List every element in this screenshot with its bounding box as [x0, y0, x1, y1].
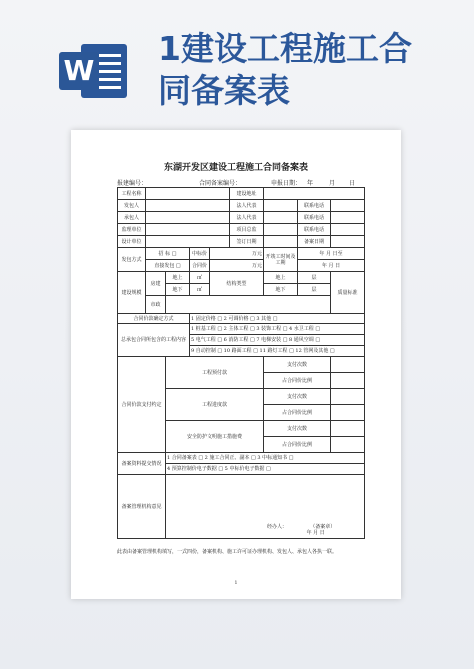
- input-cell[interactable]: [331, 405, 365, 421]
- document-title-line2: 同备案表: [158, 71, 290, 110]
- cell-label: 层: [298, 284, 331, 296]
- cell-label: 合同价款支付约定: [118, 357, 166, 453]
- cell-label: 备案资料提交情况: [118, 453, 166, 475]
- cell-label: 工程名称: [118, 188, 146, 200]
- contract-filing-number-label: 合同备案编号：: [199, 180, 242, 187]
- cell-label: 地上: [166, 272, 190, 284]
- input-cell[interactable]: [331, 224, 365, 236]
- cell-label: 合同价款确定方式: [118, 314, 190, 324]
- cell-label: 承包人: [118, 212, 146, 224]
- input-cell[interactable]: [331, 421, 365, 437]
- docs-options-row[interactable]: 4 预算控制价电子数据 □ 5 中标价电子数据 □: [166, 464, 365, 475]
- word-icon-letter: W: [59, 52, 99, 90]
- document-preview[interactable]: [71, 130, 401, 599]
- cell-label: 联系电话: [298, 200, 331, 212]
- page-number: 1: [234, 580, 238, 586]
- document-title-line1: 1建设工程施工合: [158, 29, 412, 68]
- table-row: [118, 188, 365, 200]
- cell-label: 地下: [166, 284, 190, 296]
- input-cell[interactable]: [264, 188, 365, 200]
- table-row: [118, 260, 365, 272]
- table-row: [118, 357, 365, 373]
- report-date-month: 月: [329, 180, 336, 187]
- cell-label: 发包方式: [118, 248, 146, 272]
- table-row: [118, 200, 365, 212]
- word-icon-lines: [99, 54, 121, 94]
- input-cell[interactable]: [264, 212, 298, 224]
- cell-label: 法人代表: [230, 200, 264, 212]
- word-icon: [59, 38, 129, 104]
- input-cell[interactable]: [331, 212, 365, 224]
- checkbox-icon[interactable]: □: [174, 262, 181, 269]
- cell-label: 建设地址: [230, 188, 264, 200]
- cell-label: 支付次数: [264, 421, 331, 437]
- input-cell[interactable]: [146, 236, 230, 248]
- cell-label: 发包人: [118, 200, 146, 212]
- cell-label: 房建: [146, 272, 166, 296]
- input-cell[interactable]: [331, 389, 365, 405]
- opinion-date: 年 月 日: [306, 530, 325, 536]
- report-date-label: 申报日期：: [271, 180, 302, 187]
- cell-label: 层: [298, 272, 331, 284]
- checkbox-icon[interactable]: □: [170, 250, 177, 257]
- input-cell[interactable]: [146, 188, 230, 200]
- cell-label: 年 月 日至: [298, 248, 365, 260]
- opinion-signoff: [167, 524, 363, 538]
- cell-label: 联系电话: [298, 212, 331, 224]
- input-cell[interactable]: [331, 236, 365, 248]
- docs-options-row[interactable]: 1 合同备案表 □ 2 施工合同正、副本 □ 3 中标通知书 □: [166, 453, 365, 464]
- cell-label: 占合同价比例: [264, 405, 331, 421]
- cell-label: 工程进度款: [166, 389, 264, 421]
- pricing-options[interactable]: 1 固定价格 □ 2 可调价格 □ 3 其他 □: [190, 314, 365, 324]
- cell-label: 支付次数: [264, 357, 331, 373]
- checkbox-cell[interactable]: 直接发包 □: [146, 260, 190, 272]
- cell-label: 监理单位: [118, 224, 146, 236]
- opinion-area[interactable]: [166, 475, 365, 539]
- cell-label: 工程预付款: [166, 357, 264, 389]
- cell-label: 安全防护文明施工措施费: [166, 421, 264, 453]
- table-row: [118, 248, 365, 260]
- scope-options-row[interactable]: 1 桩基工程 □ 2 主体工程 □ 3 装饰工程 □ 4 水卫工程 □: [190, 324, 365, 335]
- report-date-year: 年: [307, 180, 314, 187]
- cell-label: 建设规模: [118, 272, 146, 314]
- cell-label: 结构类型: [210, 272, 264, 296]
- cell-label: 备案管理机构意见: [118, 475, 166, 539]
- cell-label: 备案日期: [298, 236, 331, 248]
- table-row: [118, 314, 365, 324]
- cell-label: 签订日期: [230, 236, 264, 248]
- cell-label: 联系电话: [298, 224, 331, 236]
- seal-label: （备案章）: [310, 524, 336, 530]
- input-cell[interactable]: [264, 236, 298, 248]
- table-row: [118, 324, 365, 335]
- table-row: [118, 272, 365, 284]
- table-row: [118, 475, 365, 539]
- input-cell[interactable]: [331, 200, 365, 212]
- cell-label: 合同价: [190, 260, 210, 272]
- input-cell[interactable]: [146, 200, 230, 212]
- scope-options-row[interactable]: 9 自动控制 □ 10 路面工程 □ 11 路灯工程 □ 12 管网及其他 □: [190, 346, 365, 357]
- cell-label: 年 月 日: [298, 260, 365, 272]
- cell-label: ㎡: [190, 272, 210, 284]
- cell-label: 总承包合同所包含的工程内容: [118, 324, 190, 357]
- filing-form-table: [117, 187, 365, 539]
- cell-label: 开竣工时间及工期: [264, 248, 298, 272]
- cell-label: ㎡: [190, 284, 210, 296]
- cell-label: 地下: [264, 284, 298, 296]
- checkbox-cell[interactable]: 招 标 □: [146, 248, 190, 260]
- input-cell[interactable]: [331, 373, 365, 389]
- cell-label: 占合同价比例: [264, 373, 331, 389]
- cell-label: 法人代表: [230, 212, 264, 224]
- cell-label: 项目总监: [230, 224, 264, 236]
- scope-options-row[interactable]: 5 电气工程 □ 6 消防工程 □ 7 电梯安装 □ 8 通风空调 □: [190, 335, 365, 346]
- table-row: [118, 453, 365, 464]
- input-cell[interactable]: [166, 296, 331, 314]
- form-footnote: 此表由备案管理机构填写，一式四份，备案机构、施工许可证办理机构、发包人、承包人各执一联。: [117, 549, 338, 555]
- table-row: [118, 236, 365, 248]
- table-row: [118, 296, 365, 314]
- handler-label: 经办人：: [267, 524, 288, 530]
- input-cell[interactable]: [146, 224, 230, 236]
- input-cell[interactable]: [331, 437, 365, 453]
- cell-label: 市政: [146, 296, 166, 314]
- cell-label: 地上: [264, 272, 298, 284]
- table-row: [118, 224, 365, 236]
- table-row: [118, 212, 365, 224]
- cell-label: 占合同价比例: [264, 437, 331, 453]
- report-date-day: 日: [349, 180, 356, 187]
- cell-label: 设计单位: [118, 236, 146, 248]
- input-cell[interactable]: [264, 200, 298, 212]
- form-title: 东湖开发区建设工程施工合同备案表: [163, 163, 308, 173]
- input-cell[interactable]: [264, 224, 298, 236]
- filing-number-label: 报建编号：: [117, 180, 148, 187]
- document-title: [158, 28, 458, 112]
- cell-label: 中标价: [190, 248, 210, 260]
- cell-label: 万元: [210, 248, 264, 260]
- input-cell[interactable]: [146, 212, 230, 224]
- cell-label: 万元: [210, 260, 264, 272]
- input-cell[interactable]: [331, 357, 365, 373]
- cell-label: 支付次数: [264, 389, 331, 405]
- cell-label: 质量标准: [331, 272, 365, 314]
